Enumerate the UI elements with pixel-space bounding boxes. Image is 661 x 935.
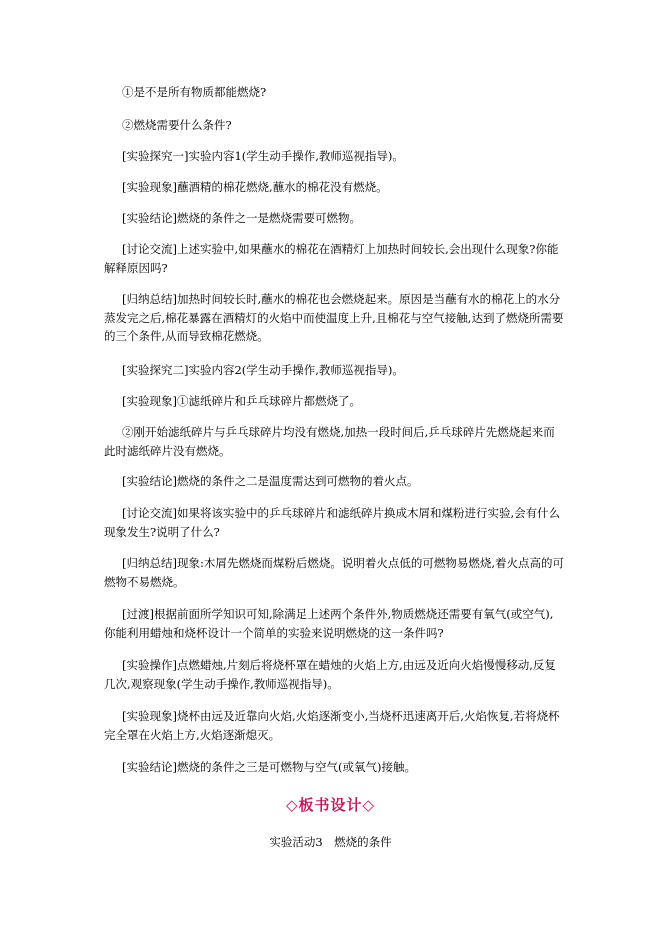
paragraph-discussion-2: [讨论交流]如果将该实验中的乒乓球碎片和滤纸碎片换成木屑和煤粉进行实验,会有什么现象发生?说明了什么? (104, 506, 561, 539)
paragraph-question-2: ②燃烧需要什么条件? (122, 118, 232, 132)
paragraph-phenomenon-2b: ②刚开始滤纸碎片与乒乓球碎片均没有燃烧,加热一段时间后,乒乓球碎片先燃烧起来而此时滤纸碎片没有燃烧。 (104, 425, 555, 458)
paragraph-conclusion-1: [实验结论]燃烧的条件之一是燃烧需要可燃物。 (122, 211, 361, 225)
paragraph-phenomenon-2a: [实验现象]①滤纸碎片和乒乓球碎片都燃烧了。 (122, 394, 361, 408)
board-design-heading: ◇板书设计◇ (285, 796, 376, 814)
paragraph-transition: [过渡]根据前面所学知识可知,除满足上述两个条件外,物质燃烧还需要有氧气(或空气),你能利用蜡烛和烧杯设计一个简单的实验来说明燃烧的这一条件吗? (104, 607, 554, 640)
paragraph-conclusion-3: [实验结论]燃烧的条件之三是可燃物与空气(或氧气)接触。 (122, 760, 416, 774)
paragraph-discussion-1: [讨论交流]上述实验中,如果蘸水的棉花在酒精灯上加热时间较长,会出现什么现象?你能解释原因吗? (104, 242, 559, 275)
paragraph-operation: [实验操作]点燃蜡烛,片刻后将烧杯罩在蜡烛的火焰上方,由远及近向火焰慢慢移动,反复几次,观察现象(学生动手操作,教师巡视指导)。 (104, 658, 556, 691)
paragraph-conclusion-2: [实验结论]燃烧的条件之二是温度需达到可燃物的着火点。 (122, 474, 419, 488)
paragraph-phenomenon-1: [实验现象]蘸酒精的棉花燃烧,蘸水的棉花没有燃烧。 (122, 180, 388, 194)
paragraph-summary-1: [归纳总结]加热时间较长时,蘸水的棉花也会燃烧起来。原因是当蘸有水的棉花上的水分蒸发完之后,棉花暴露在酒精灯的火焰中而使温度上升,且棉花与空气接触,达到了燃烧所需要的三个条件,从而导致棉花燃烧。 (104, 292, 564, 343)
paragraph-question-1: ①是不是所有物质都能燃烧? (122, 85, 267, 99)
paragraph-experiment-1: [实验探究一]实验内容1(学生动手操作,教师巡视指导)。 (122, 149, 404, 163)
paragraph-phenomenon-3: [实验现象]烧杯由远及近靠向火焰,火焰逐渐变小,当烧杯迅速离开后,火焰恢复,若将烧杯完全罩在火焰上方,火焰逐渐熄灭。 (104, 709, 560, 742)
board-design-subheading: 实验活动3 燃烧的条件 (269, 835, 392, 849)
paragraph-summary-2: [归纳总结]现象:木屑先燃烧而煤粉后燃烧。说明着火点低的可燃物易燃烧,着火点高的可燃物不易燃烧。 (104, 556, 564, 589)
paragraph-experiment-2: [实验探究二]实验内容2(学生动手操作,教师巡视指导)。 (122, 363, 404, 377)
